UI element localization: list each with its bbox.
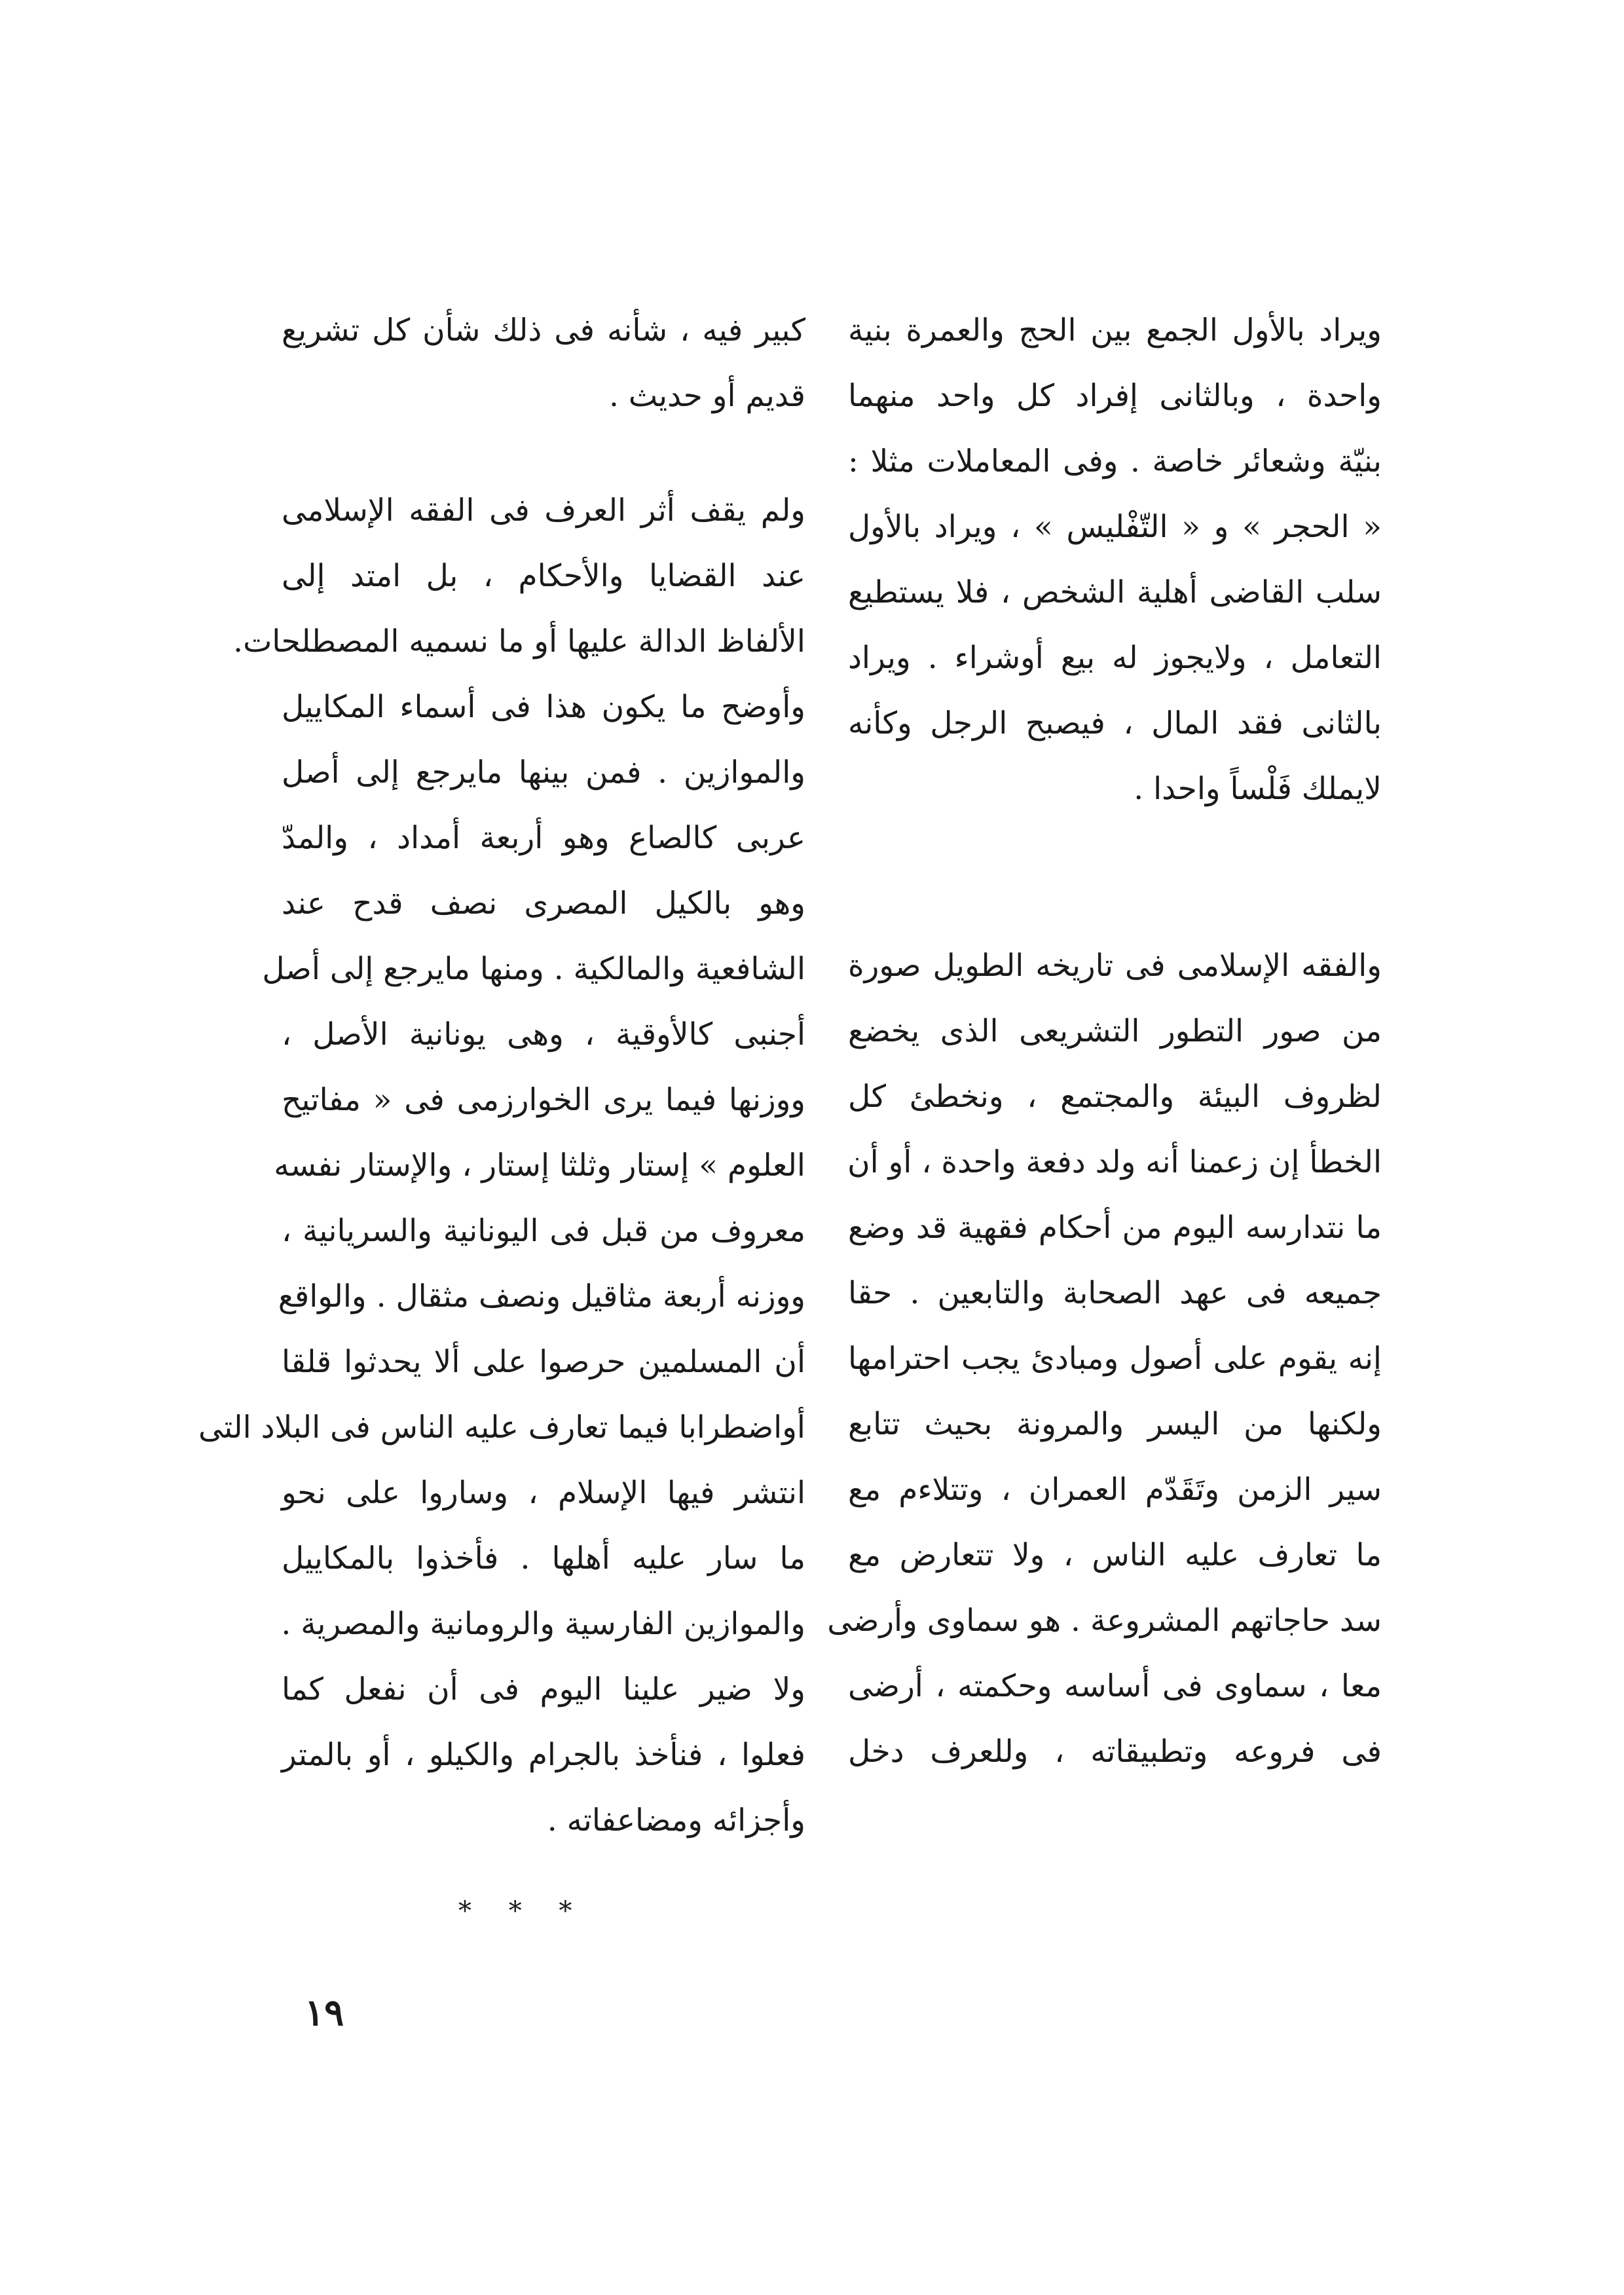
- right-paragraph-2: [827, 933, 1382, 1785]
- text-line: عند القضايا والأحكام ، بل امتد إلى: [282, 558, 805, 594]
- text-line: جميعه فى عهد الصحابة والتابعين . حقا: [848, 1275, 1382, 1311]
- text-line: قديم أو حديث .: [609, 378, 805, 414]
- text-line: انتشر فيها الإسلام ، وساروا على نحو: [282, 1475, 805, 1511]
- text-line: ولم يقف أثر العرف فى الفقه الإسلامى: [282, 493, 805, 529]
- text-line: ما نتدارسه اليوم من أحكام فقهية قد وضع: [848, 1210, 1382, 1246]
- left-column: [198, 298, 805, 1854]
- text-line: أجنبى كالأوقية ، وهى يونانية الأصل ،: [282, 1017, 805, 1053]
- text-line: وأوضح ما يكون هذا فى أسماء المكاييل: [282, 689, 805, 725]
- text-line: أن المسلمين حرصوا على ألا يحدثوا قلقا: [282, 1344, 805, 1380]
- right-paragraph-1: [848, 298, 1382, 822]
- text-line: أواضطرابا فيما تعارف عليه الناس فى البلاد التى: [198, 1409, 805, 1446]
- left-paragraph-2: [198, 478, 805, 1854]
- text-line: الألفاظ الدالة عليها أو ما نسميه المصطلحات.: [233, 624, 805, 660]
- text-line: بنيّة وشعائر خاصة . وفى المعاملات مثلا :: [848, 443, 1382, 479]
- text-line: لظروف البيئة والمجتمع ، ونخطئ كل: [848, 1079, 1382, 1115]
- section-separator: * * *: [458, 1896, 587, 1926]
- text-line: وهو بالكيل المصرى نصف قدح عند: [282, 886, 805, 922]
- text-line: بالثانى فقد المال ، فيصبح الرجل وكأنه: [848, 705, 1382, 741]
- text-line: « الحجر » و « التّفْليس » ، ويراد بالأول: [848, 509, 1382, 545]
- text-line: كبير فيه ، شأنه فى ذلك شأن كل تشريع: [282, 312, 805, 348]
- text-line: ووزنها فيما يرى الخوارزمى فى « مفاتيح: [282, 1082, 805, 1118]
- left-paragraph-1: [282, 298, 805, 429]
- text-line: التعامل ، ولايجوز له بيع أوشراء . ويراد: [848, 640, 1382, 676]
- right-column: [827, 298, 1382, 1785]
- text-line: سد حاجاتهم المشروعة . هو سماوى وأرضى: [827, 1603, 1382, 1639]
- text-line: فعلوا ، فنأخذ بالجرام والكيلو ، أو بالمتر: [282, 1737, 805, 1773]
- text-line: ووزنه أربعة مثاقيل ونصف مثقال . والواقع: [278, 1278, 805, 1315]
- text-line: ولكنها من اليسر والمرونة بحيث تتابع: [848, 1406, 1382, 1442]
- text-line: الشافعية والمالكية . ومنها مايرجع إلى أصل: [262, 951, 805, 987]
- text-line: عربى كالصاع وهو أربعة أمداد ، والمدّ: [282, 820, 805, 856]
- text-line: العلوم » إستار وثلثا إستار ، والإستار نفسه: [274, 1148, 805, 1184]
- text-line: واحدة ، وبالثانى إفراد كل واحد منهما: [848, 378, 1382, 414]
- text-line: ما سار عليه أهلها . فأخذوا بالمكاييل: [282, 1540, 805, 1577]
- text-line: سير الزمن وتَقَدّم العمران ، وتتلاءم مع: [848, 1472, 1382, 1508]
- text-line: والفقه الإسلامى فى تاريخه الطويل صورة: [848, 948, 1382, 984]
- text-line: الخطأ إن زعمنا أنه ولد دفعة واحدة ، أو أن: [847, 1144, 1382, 1180]
- text-line: معا ، سماوى فى أساسه وحكمته ، أرضى: [848, 1668, 1382, 1704]
- text-line: لايملك فَلْساً واحدا .: [1134, 771, 1382, 807]
- text-line: والموازين الفارسية والرومانية والمصرية .: [281, 1606, 805, 1642]
- text-line: إنه يقوم على أصول ومبادئ يجب احترامها: [848, 1341, 1382, 1377]
- text-line: ويراد بالأول الجمع بين الحج والعمرة بنية: [848, 312, 1382, 348]
- text-line: وأجزائه ومضاعفاته .: [547, 1802, 805, 1838]
- text-line: سلب القاضى أهلية الشخص ، فلا يستطيع: [848, 574, 1382, 610]
- text-line: ما تعارف عليه الناس ، ولا تتعارض مع: [848, 1537, 1382, 1573]
- page-number: ١٩: [304, 1991, 344, 2034]
- text-line: معروف من قبل فى اليونانية والسريانية ،: [282, 1213, 805, 1249]
- text-line: فى فروعه وتطبيقاته ، وللعرف دخل: [848, 1734, 1382, 1770]
- text-line: والموازين . فمن بينها مايرجع إلى أصل: [282, 755, 805, 791]
- text-line: من صور التطور التشريعى الذى يخضع: [848, 1013, 1382, 1049]
- text-line: ولا ضير علينا اليوم فى أن نفعل كما: [282, 1671, 805, 1707]
